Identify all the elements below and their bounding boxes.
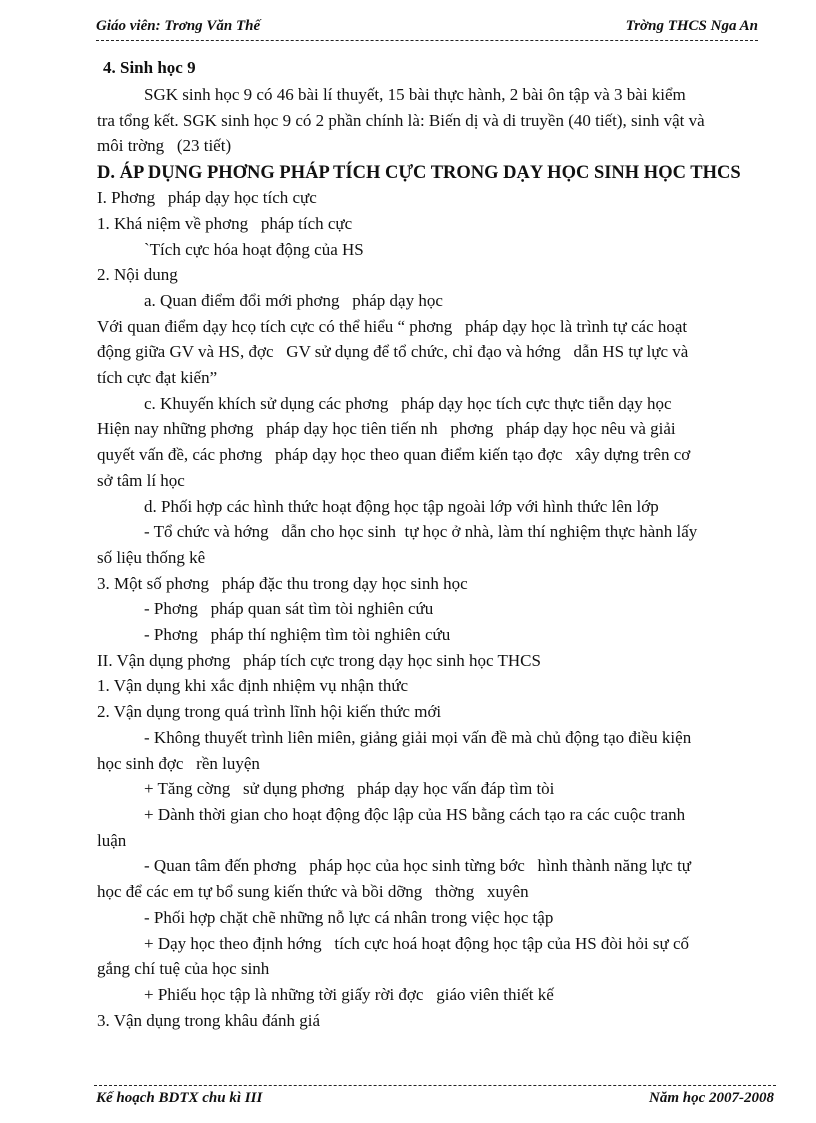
text-line: học để các em tự bổ sung kiến thức và bồi dỡng thờng xuyên [97,882,529,902]
text-line: động giữa GV và HS, đợc GV sử dụng để tổ chức, chỉ đạo và hớng dẫn HS tự lực và [97,342,689,362]
heading-sinh-hoc-9: 4. Sinh học 9 [103,58,196,77]
text-line: + Phiếu học tập là những tời giấy rời đợc giáo viên thiết kế [144,984,554,1004]
text-line: - Phơng pháp quan sát tìm tòi nghiên cứu [144,599,434,619]
text-line: - Phơng pháp thí nghiệm tìm tòi nghiên cứu [144,625,451,645]
text-line: học sinh đợc rền luyện [97,753,260,773]
text-line: `Tích cực hóa hoạt động của HS [144,239,364,259]
text-line: + Dạy học theo định hớng tích cực hoá hoạt động học tập của HS đòi hỏi sự cố [144,933,690,953]
text-line: môi trờng (23 tiết) [97,136,232,156]
text-line: 1. Vận dụng khi xắc định nhiệm vụ nhận thức [97,676,409,696]
text-line: a. Quan điểm đổi mới phơng pháp dạy học [144,290,443,310]
footer-plan: Kế hoạch BDTX chu kì III [96,1090,263,1106]
page-footer [96,1090,774,1110]
text-line: tra tổng kết. SGK sinh học 9 có 2 phần chính là: Biến dị và di truyền (40 tiết), sinh vật và [97,110,705,130]
text-line: II. Vận dụng phơng pháp tích cực trong dạy học sinh học THCS [97,650,541,670]
text-line: tích cực đạt kiến” [97,368,218,388]
text-line: d. Phối hợp các hình thức hoạt động học tập ngoài lớp với hình thức lên lớp [144,496,659,516]
text-line: - Quan tâm đến phơng pháp học của học sinh từng bớc hình thành năng lực tự [144,856,692,876]
section-d-heading: D. ÁP DỤNG PHƠNG PHÁP TÍCH CỰC TRONG DẠY HỌC SINH HỌC THCS [97,163,741,184]
text-line: I. Phơng pháp dạy học tích cực [97,188,317,208]
footer-year: Năm học 2007-2008 [649,1090,774,1106]
text-line: 3. Một số phơng pháp đặc thu trong dạy học sinh học [97,573,468,593]
text-line: c. Khuyến khích sử dụng các phơng pháp dạy học tích cực thực tiễn dạy học [144,393,672,413]
text-line: - Tổ chức và hớng dẫn cho học sinh tự học ở nhà, làm thí nghiệm thực hành lấy [144,522,698,542]
text-line: luận [97,830,127,850]
text-line: sở tâm lí học [97,470,185,490]
text-line: quyết vấn đề, các phơng pháp dạy học theo quan điểm kiến tạo đợc xây dựng trên cơ [97,445,691,465]
text-line: 2. Vận dụng trong quá trình lĩnh hội kiến thức mới [97,702,442,722]
document-body [97,54,776,1033]
text-line: + Dành thời gian cho hoạt động độc lập của HS bằng cách tạo ra các cuộc tranh [144,804,686,824]
header-teacher: Giáo viên: Trơng Văn Thế [96,18,261,34]
text-line: - Phối hợp chặt chẽ những nỗ lực cá nhân trong việc học tập [144,907,554,927]
intro-paragraph [97,82,776,159]
footer-rule [94,1085,776,1086]
body-lines [97,185,776,1033]
text-line: Hiện nay những phơng pháp dạy học tiên tiến nh phơng pháp dạy học nêu và giải [97,419,676,439]
text-line: - Không thuyết trình liên miên, giảng giải mọi vấn đề mà chủ động tạo điều kiện [144,727,692,747]
text-line: + Tăng cờng sử dụng phơng pháp dạy học vấn đáp tìm tòi [144,779,555,799]
text-line: gắng chí tuệ của học sinh [97,959,270,979]
text-line: Với quan điểm dạy hcọ tích cực có thể hiểu “ phơng pháp dạy học là trình tự các hoạt [97,316,688,336]
page-header [96,18,758,41]
header-school: Trờng THCS Nga An [625,18,758,34]
text-line: 2. Nội dung [97,265,178,285]
text-line: 3. Vận dụng trong khâu đánh giá [97,1010,321,1030]
text-line: SGK sinh học 9 có 46 bài lí thuyết, 15 bài thực hành, 2 bài ôn tập và 3 bài kiểm [144,85,686,104]
text-line: 1. Khá niệm về phơng pháp tích cực [97,213,353,233]
text-line: số liệu thống kê [97,547,206,567]
